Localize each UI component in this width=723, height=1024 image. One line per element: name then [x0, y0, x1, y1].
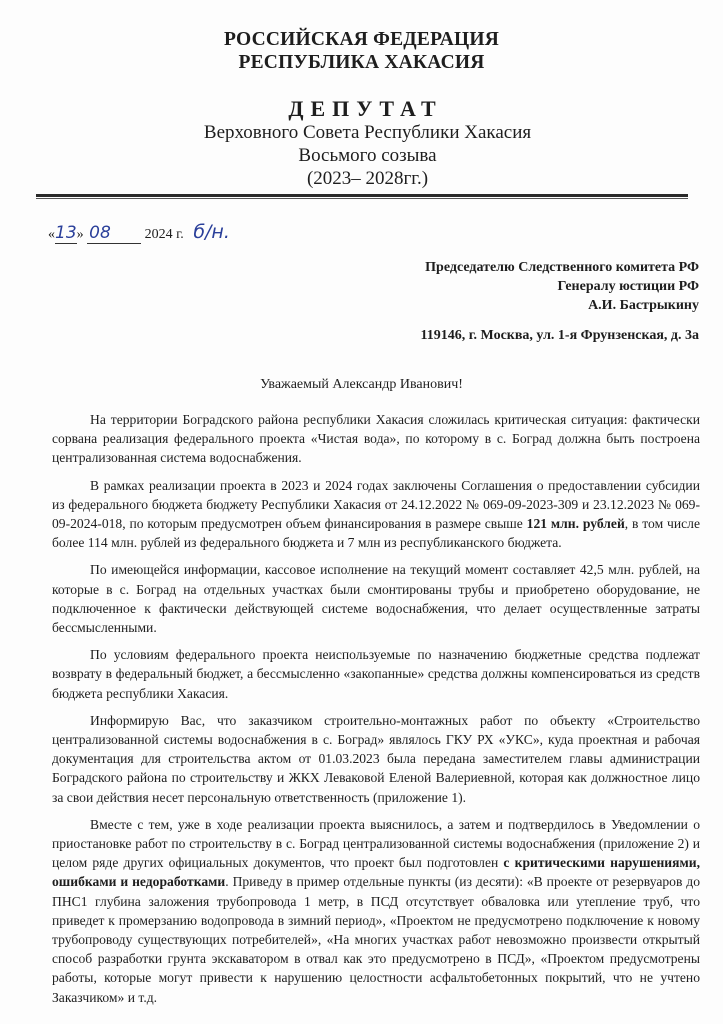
addressee-rank: Генералу юстиции РФ [557, 279, 699, 294]
violations-emphasis: с критическими нарушениями, ошибками и недоработками [52, 855, 700, 890]
date-month-handwritten: 08 [87, 223, 141, 244]
letterhead-divider-thick [36, 194, 688, 197]
letterhead-council-block [6, 121, 723, 190]
document-number-handwritten: б/н. [193, 221, 230, 243]
letterhead-title: ДЕПУТАТ [288, 96, 443, 121]
letterhead-republic: РЕСПУБЛИКА ХАКАСИЯ [238, 52, 485, 73]
paragraph-5: Информирую Вас, что заказчиком строительно-монтажных работ по объекту «Строительство централизованной системы водоснабжения в с. Боград» являлось ГКУ РХ «УКС», куда проектная и рабочая документация для строительства актом от 01.03.2023 была передана заместителем главы администрации Боградского района по строительству и ЖКХ Леваковой Еленой Валериевной, которая как должностное лицо за свои действия несет персональную ответственность (приложение 1). [52, 712, 700, 805]
dateline [48, 222, 230, 245]
funding-amount-emphasis: 121 млн. рублей [526, 516, 625, 532]
date-close-quote: » [76, 227, 84, 242]
date-day-handwritten: 13 [55, 223, 77, 243]
salutation: Уважаемый Александр Иванович! [260, 377, 463, 392]
paragraph-4: По условиям федерального проекта неиспользуемые по назначению бюджетные средства подлежат возврату в федеральный бюджет, а бессмысленно «закопанные» средства должны компенсироваться из средств бюджета республики Хакасия. [52, 647, 700, 701]
addressee-position: Председателю Следственного комитета РФ [425, 260, 699, 275]
paragraph-3: По имеющейся информации, кассовое исполнение на текущий момент составляет 42,5 млн. рублей, на которые в с. Боград на отдельных участках были смонтированы трубы и приобретено оборудование, не подключенное к фактически действующей системе водоснабжения, что делает осуществленные затраты бессмысленными. [52, 562, 700, 636]
letterhead-country-block [0, 28, 723, 74]
addressee-name: А.И. Бастрыкину [588, 298, 699, 313]
letterhead-term: (2023– 2028гг.) [306, 168, 429, 189]
addressee-block [425, 258, 699, 315]
letter-body [52, 410, 700, 1015]
date-open-quote: « [48, 227, 55, 242]
date-year: 2024 г. [144, 227, 184, 242]
letterhead-divider-thin [36, 198, 688, 199]
letterhead-convocation: Восьмого созыва [298, 145, 437, 166]
letterhead-council: Верховного Совета Республики Хакасия [203, 122, 532, 143]
paragraph-1: На территории Боградского района республики Хакасия сложилась критическая ситуация: фактически сорвана реализация федерального проекта «Чистая вода», по которому в с. Боград должна быть построена централизованная система водоснабжения. [52, 412, 700, 466]
letterhead-country: РОССИЙСКАЯ ФЕДЕРАЦИЯ [223, 29, 500, 50]
paragraph-6: Вместе с тем, уже в ходе реализации проекта выяснилось, а затем и подтвердилось в Уведомлении о приостановке работ по строительству в с. Боград централизованной системы водоснабжения (приложение 2) и целом ряде других официальных документов, что проект был подготовлен с критическими нарушениями, ошибками и недоработками. Приведу в пример отдельные пункты (из десяти): «В проекте от резервуаров до ПНС1 глубина заложения трубопровода 1 метр, в ПСД отсутствует обваловка или утепление труб, что приведет к промерзанию водопровода в зимний период», «Проектом не предусмотрено подключение к новому трубопроводу существующих потребителей», «На многих участках работ невозможно произвести открытый способ разработки грунта экскаватором в отвал как это предусмотрено в ПСД», «Проектом предусмотрены работы, которые могут привести к нарушению целостности асфальтобетонных покрытий, что не учтено Заказчиком» и т.д. [52, 816, 700, 1005]
paragraph-2: В рамках реализации проекта в 2023 и 2024 годах заключены Соглашения о предоставлении субсидии из федерального бюджета бюджету Республики Хакасия от 24.12.2022 № 069-09-2023-309 и 23.12.2023 № 069-09-2024-018, по которым предусмотрен объем финансирования в размере свыше 121 млн. рублей, в том числе более 114 млн. рублей из федерального бюджета и 7 млн из республиканского бюджета. [52, 477, 700, 551]
addressee-address: 119146, г. Москва, ул. 1-я Фрунзенская, д. 3а [420, 328, 699, 343]
